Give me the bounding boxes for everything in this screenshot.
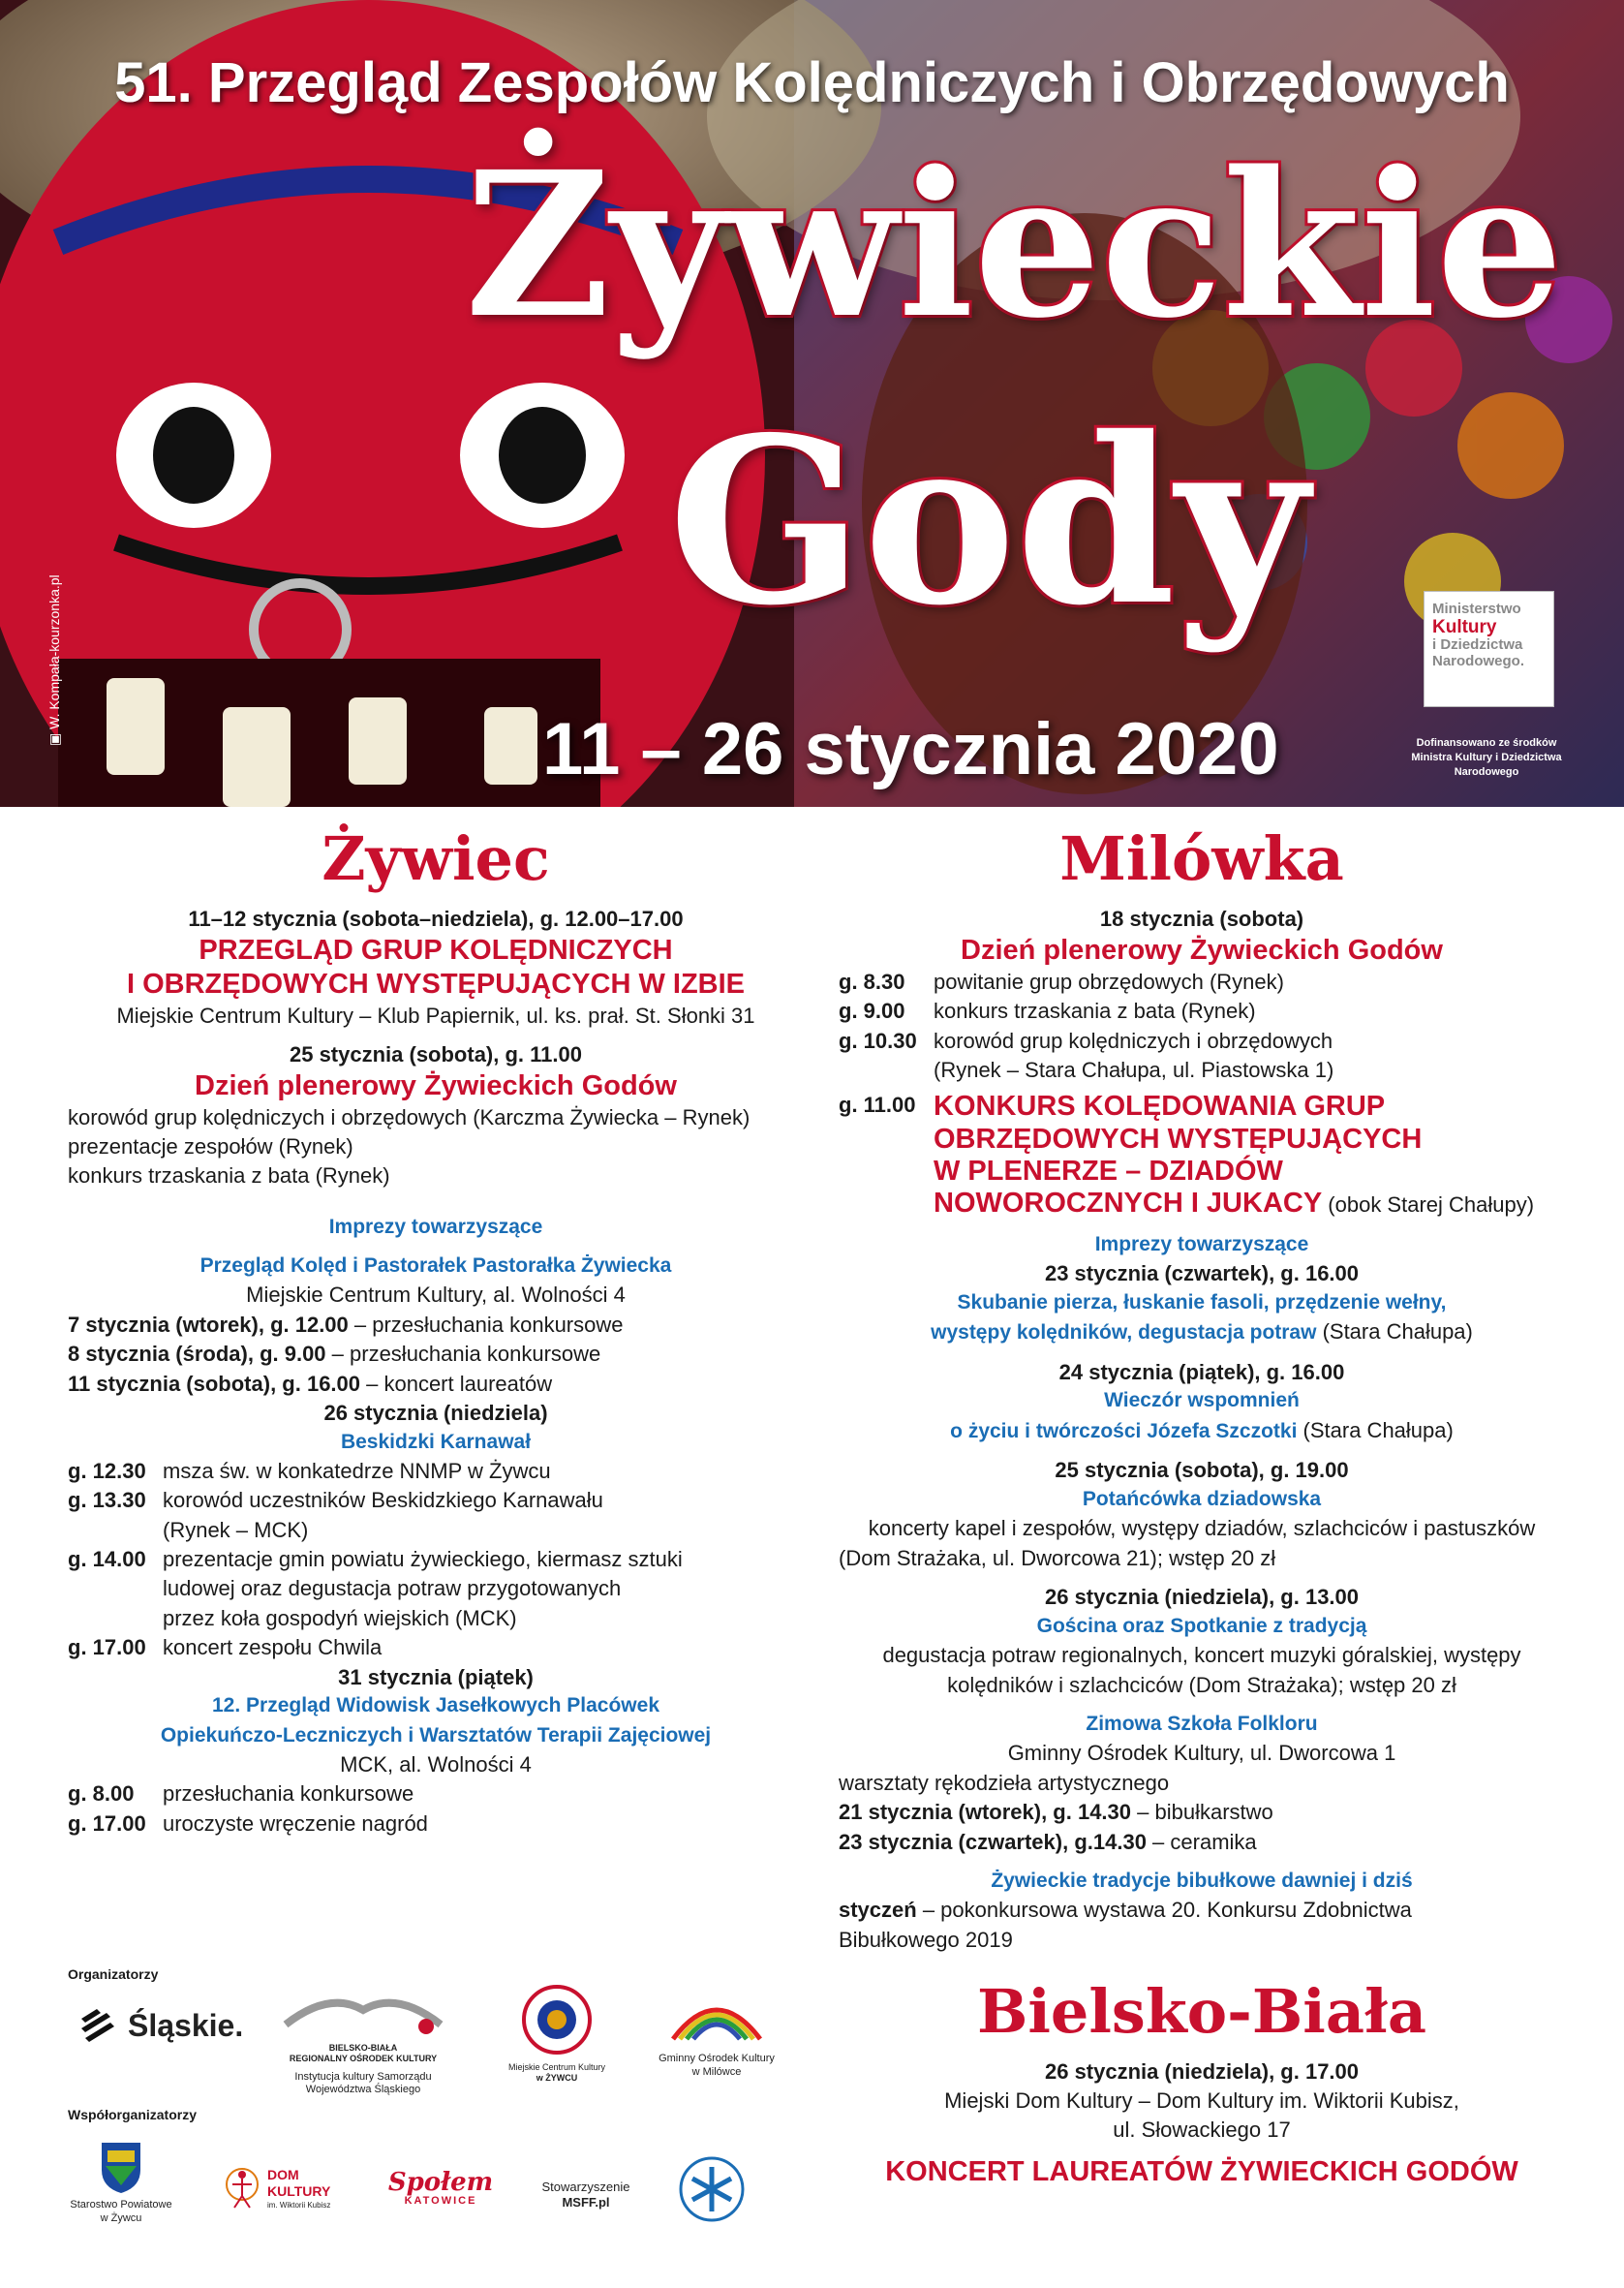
event-date: 26 stycznia (niedziela), g. 13.00 [1044, 1585, 1360, 1610]
dancer-icon [223, 2165, 261, 2211]
event-line: kolędników i szlachciców (Dom Strażaka); wstęp 20 zł [947, 1672, 1456, 1697]
event-title-blue: Gościna oraz Spotkanie z tradycją [1036, 1614, 1367, 1637]
schedule-row: g. 8.00 przesłuchania konkursowe [68, 1781, 414, 1807]
rok-mountains-icon [281, 1986, 445, 2039]
schedule-row: g. 17.00 koncert zespołu Chwila [68, 1635, 383, 1660]
schedule-row: g. 14.00 prezentacje gmin powiatu żywieckiego, kiermasz sztuki ludowej oraz degustacja potraw przygotowanych przez koła gospodyń wiejskich (MCK) [68, 1547, 683, 1630]
festival-dates: 11 – 26 stycznia 2020 [542, 708, 1279, 790]
photo-credit: ▣ W. Kompała-kourzonka.pl [46, 574, 62, 746]
event-line: Bibułkowego 2019 [839, 1927, 1013, 1952]
starostwo-logo: Starostwo Powiatowe w Żywcu [68, 2139, 174, 2226]
hero-banner [0, 0, 1624, 807]
festival-title-line2: Gody [668, 386, 1309, 656]
event-title-blue: Wieczór wspomnień [1104, 1389, 1300, 1412]
event-line: korowód grup kolędniczych i obrzędowych (Karczma Żywiecka – Rynek) [68, 1104, 751, 1129]
organizers-label: Organizatorzy [68, 1966, 159, 1982]
msff-emblem-logo [673, 2155, 751, 2227]
event-title-blue: Przegląd Kolęd i Pastorałek Pastorałka Żywiecka [199, 1254, 672, 1278]
bielsko-section [839, 1976, 1565, 2189]
list-item: 21 stycznia (wtorek), g. 14.30 – bibułkarstwo [839, 1800, 1273, 1825]
event-date: 23 stycznia (czwartek), g. 16.00 [1044, 1261, 1360, 1286]
schedule-row: g. 13.30 korowód uczestników Beskidzkiego Karnawału (Rynek – MCK) [68, 1488, 603, 1542]
event-line: koncerty kapel i zespołów, występy dziadów, szlachciców i pastuszków [868, 1516, 1536, 1541]
event-date: 25 stycznia (sobota), g. 19.00 [1055, 1458, 1349, 1483]
event-title: I OBRZĘDOWYCH WYSTĘPUJĄCYCH W IZBIE [126, 968, 745, 1000]
spolem-logo: Społem KATOWICE [387, 2168, 494, 2207]
city-heading-bielsko: Bielsko-Biała [976, 1976, 1427, 2048]
event-venue: ul. Słowackiego 17 [1113, 2118, 1291, 2143]
mck-zywiec-logo: Miejskie Centrum Kultury w ŻYWCU [499, 1981, 615, 2085]
event-title-blue: Potańcówka dziadowska [1082, 1488, 1322, 1510]
ministry-logo: Ministerstwo Kultury i Dziedzictwa Narodowego. [1424, 591, 1554, 707]
zywiec-section [68, 823, 804, 1839]
list-item: 11 stycznia (sobota), g. 16.00 – koncert laureatów [68, 1371, 553, 1396]
schedule-row: g. 9.00 konkurs trzaskania z bata (Rynek) [839, 999, 1256, 1024]
event-title-blue: Opiekuńczo-Leczniczych i Warsztatów Terapii Zajęciowej [160, 1723, 712, 1747]
event-date: 11–12 stycznia (sobota–niedziela), g. 12.00–17.00 [188, 907, 684, 932]
rok-logo: BIELSKO-BIAŁA REGIONALNY OŚRODEK KULTURY Instytucja kultury Samorządu Województwa Śląskiego [276, 1986, 450, 2097]
event-line: (Dom Strażaka, ul. Dworcowa 21); wstęp 20 zł [839, 1545, 1276, 1570]
schedule-row: g. 8.30 powitanie grup obrzędowych (Rynek) [839, 969, 1284, 994]
event-venue: Miejski Dom Kultury – Dom Kultury im. Wiktorii Kubisz, [944, 2088, 1459, 2114]
event-title: PRZEGLĄD GRUP KOLĘDNICZYCH [199, 935, 673, 967]
event-title-blue: Skubanie pierza, łuskanie fasoli, przędzenie wełny, [957, 1290, 1447, 1314]
event-title: Dzień plenerowy Żywieckich Godów [961, 935, 1443, 967]
city-heading-milowka: Milówka [1059, 823, 1344, 894]
list-item: 7 stycznia (wtorek), g. 12.00 – przesłuchania konkursowe [68, 1312, 624, 1337]
festival-subtitle: 51. Przegląd Zespołów Kolędniczych i Obrzędowych [114, 51, 1510, 114]
event-title: KONCERT LAUREATÓW ŻYWIECKICH GODÓW [885, 2155, 1518, 2187]
event-line: warsztaty rękodzieła artystycznego [839, 1770, 1170, 1795]
event-title-blue: Żywieckie tradycje bibułkowe dawniej i dziś [991, 1869, 1413, 1892]
event-line: konkurs trzaskania z bata (Rynek) [68, 1163, 390, 1189]
sponsors-area [68, 1966, 813, 2276]
schedule-row: g. 11.00 KONKURS KOLĘDOWANIA GRUP OBRZĘDOWYCH WYSTĘPUJĄCYCH W PLENERZE – DZIADÓW NOWOROCZNYCH I JUKACY (obok Starej Chałupy) [839, 1091, 1535, 1220]
stowarzyszenie-msff-logo: Stowarzyszenie MSFF.pl [541, 2180, 630, 2211]
event-date: 26 stycznia (niedziela), g. 17.00 [1044, 2059, 1360, 2085]
coorganizers-label: Współorganizatorzy [68, 2107, 198, 2122]
coat-of-arms-icon [98, 2139, 144, 2195]
event-title-blue: 12. Przegląd Widowisk Jasełkowych Placówek [211, 1694, 659, 1717]
slaskie-logo: Śląskie. [77, 2005, 243, 2046]
event-date: 25 stycznia (sobota), g. 11.00 [289, 1042, 582, 1067]
gok-milowka-logo: Gminny Ośrodek Kultury w Milówce [649, 1981, 784, 2080]
camera-icon: ▣ [46, 728, 62, 746]
gok-rainbow-icon [654, 1981, 780, 2049]
ministry-funding-note: Dofinansowano ze środków Ministra Kultury i Dziedzictwa Narodowego [1411, 737, 1562, 778]
event-date: 26 stycznia (niedziela) [323, 1400, 548, 1425]
event-title: Dzień plenerowy Żywieckich Godów [195, 1069, 677, 1101]
schedule-row: g. 17.00 uroczyste wręczenie nagród [68, 1810, 428, 1836]
event-venue: Miejskie Centrum Kultury – Klub Papiernik, ul. ks. prał. St. Słonki 31 [116, 1003, 755, 1028]
schedule-row: g. 12.30 msza św. w konkatedrze NNMP w Żywcu [68, 1459, 551, 1484]
event-venue: MCK, al. Wolności 4 [340, 1752, 532, 1778]
event-date: 18 stycznia (sobota) [1099, 907, 1304, 932]
schedule-row: g. 10.30 korowód grup kolędniczych i obrzędowych (Rynek – Stara Chałupa, ul. Piastowska 1) [839, 1028, 1334, 1082]
event-line: prezentacje zespołów (Rynek) [68, 1133, 353, 1159]
festival-title-line1: Żywieckie [465, 128, 1564, 362]
event-date: 31 stycznia (piątek) [338, 1664, 534, 1689]
list-item: styczeń – pokonkursowa wystawa 20. Konkursu Zdobnictwa [839, 1898, 1412, 1923]
event-venue: Gminny Ośrodek Kultury, ul. Dworcowa 1 [1007, 1741, 1396, 1766]
list-item: 23 stycznia (czwartek), g.14.30 – ceramika [839, 1829, 1257, 1854]
slaskie-stripes-icon [77, 2005, 118, 2046]
city-heading-zywiec: Żywiec [322, 823, 550, 894]
event-venue: Miejskie Centrum Kultury, al. Wolności 4 [246, 1283, 626, 1308]
event-title-blue: Zimowa Szkoła Folkloru [1086, 1713, 1318, 1735]
milowka-section: Milówka 18 stycznia (sobota) Dzień plenerowy Żywieckich Godów g. 8.30 powitanie grup obrzędowych (Rynek) g. 9.00 konkurs trzaskania z bata (Rynek) g. 10.30 korowód grup kolędniczych i obrzędowych (Rynek – Stara Chałupa, ul. Piastowska 1) g. 11.00 KONKURS KOLĘDOWANIA GRUP OBRZĘDOWYCH WYSTĘPUJĄCYCH W PLENERZE – DZIADÓW NOWOROCZNYCH I JUKACY (obok Starej Chałupy) Imprezy towarzyszące 23 stycznia (czwartek), g. 16.00 Skubanie pierza, łuskanie fasoli, przędzenie wełny, występy kolędników, degustacja potraw (Stara Chałupa) 24 stycznia (piątek), g. 16.00 Wieczór wspomnień o życiu i twórczości Józefa Szczotki (Stara Chałupa) 25 stycznia (sobota), g. 19.00 Potańcówka dziadowska koncerty kapel i zespołów, występy dziadów, szlachciców i pastuszków (Dom Strażaka, ul. Dworcowa 21); wstęp 20 zł 26 stycznia (niedziela), g. 13.00 Gościna oraz Spotkanie z tradycją degustacja potraw regionalnych, koncert muzyki góralskiej, występy kolędników i szlachciców (Dom Strażaka); wstęp 20 zł Zimowa Szkoła Folkloru Gminny Ośrodek Kultury, ul. Dworcowa 1 warsztaty rękodzieła artystycznego 21 stycznia (wtorek), g. 14.30 – bibułkarstwo 23 stycznia (czwartek), g.14.30 – ceramika Żywieckie tradycje bibułkowe dawniej i dziś styczeń – pokonkursowa wystawa 20. Konkursu Zdobnictwa Bibułkowego 2019 Bielsko-Biała 26 stycznia (niedziela), g. 17.00 Miejski Dom Kultury – Dom Kultury im. Wiktorii Kubisz, ul. Słowackiego 17 KONCERT LAUREATÓW ŻYWIECKICH GODÓW [839, 823, 1565, 2189]
event-line: degustacja potraw regionalnych, koncert muzyki góralskiej, występy [882, 1643, 1521, 1668]
side-events-header: Imprezy towarzyszące [328, 1215, 543, 1238]
event-date: 24 stycznia (piątek), g. 16.00 [1058, 1359, 1345, 1384]
event-title-blue: Beskidzki Karnawał [340, 1430, 532, 1453]
list-item: 8 stycznia (środa), g. 9.00 – przesłuchania konkursowe [68, 1342, 601, 1367]
mck-circle-icon [518, 1981, 596, 2058]
snowflake-emblem-icon [678, 2155, 746, 2223]
dom-kultury-logo: DOM KULTURY im. Wiktorii Kubisz [223, 2165, 368, 2211]
side-events-header: Imprezy towarzyszące [1094, 1232, 1309, 1255]
